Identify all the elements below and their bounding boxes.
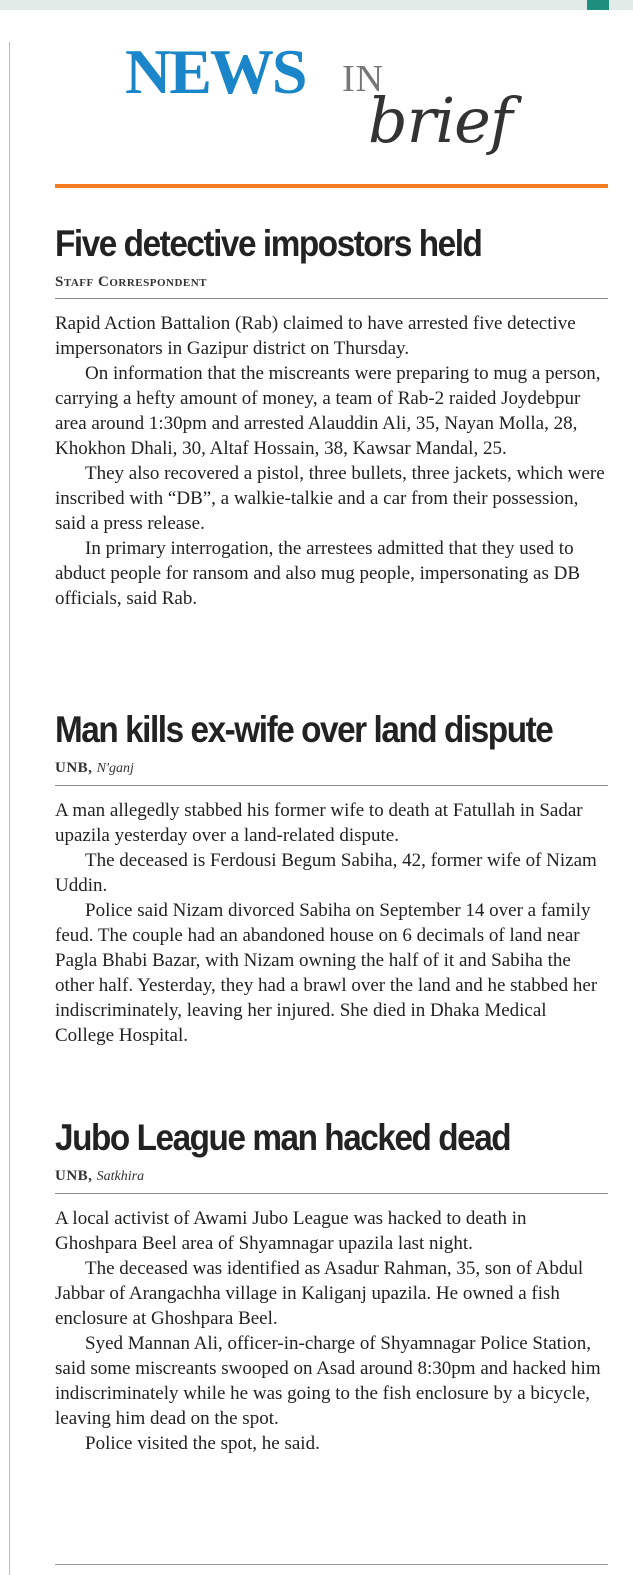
- story-paragraph: Syed Mannan Ali, officer-in-charge of Shyamnagar Police Station, said some miscreants swooped on Asad around 8:30pm and hacked him indiscriminately while he was going to the fish enclosure by a bicycle, leaving him dead on the spot.: [55, 1333, 601, 1429]
- story-headline: Jubo League man hacked dead: [55, 1117, 511, 1158]
- story-ex-wife-killed: [55, 708, 608, 1048]
- story-headline: Man kills ex-wife over land dispute: [55, 709, 553, 750]
- story-headline: Five detective impostors held: [55, 223, 482, 264]
- masthead-in: IN: [342, 58, 385, 100]
- story-byline: [55, 1166, 608, 1187]
- bottom-rule: [55, 1564, 608, 1565]
- masthead-divider: [55, 184, 608, 188]
- masthead-news: NEWS: [125, 36, 306, 107]
- byline-rule: [55, 785, 608, 786]
- byline-location: Satkhira: [96, 1169, 145, 1184]
- byline-rule: [55, 1193, 608, 1194]
- story-paragraph: Police said Nizam divorced Sabiha on September 14 over a family feud. The couple had an abandoned house on 6 decimals of land near Pagla Bhabi Bazar, with Nizam owning the half of it and Sabiha the other half. Yesterday, they had a brawl over the land and he stabbed her indiscriminately, leaving her injured. She died in Dhaka Medical College Hospital.: [55, 900, 598, 1046]
- story-paragraph: The deceased was identified as Asadur Rahman, 35, son of Abdul Jabbar of Arangachha village in Kaliganj upazila. He owned a fish enclosure at Ghoshpara Beel.: [55, 1258, 584, 1329]
- story-paragraph: A man allegedly stabbed his former wife to death at Fatullah in Sadar upazila yesterday over a land-related dispute.: [55, 800, 583, 846]
- story-paragraph: On information that the miscreants were preparing to mug a person, carrying a hefty amount of money, a team of Rab-2 raided Joydebpur area around 1:30pm and arrested Alauddin Ali, 35, Nayan Molla, 28, Khokhon Dhali, 30, Altaf Hossain, 38, Kawsar Mandal, 25.: [55, 363, 601, 459]
- byline-location: N'ganj: [96, 761, 134, 776]
- story-paragraph: They also recovered a pistol, three bullets, three jackets, which were inscribed with “DB”, a walkie-talkie and a car from their possession, said a press release.: [55, 463, 605, 534]
- story-paragraph: Rapid Action Battalion (Rab) claimed to have arrested five detective impersonators in Gazipur district on Thursday.: [55, 313, 576, 359]
- column-margin-rule: [9, 42, 10, 1575]
- story-byline: [55, 272, 608, 292]
- story-paragraph: Police visited the spot, he said.: [85, 1433, 320, 1454]
- story-paragraph: In primary interrogation, the arrestees admitted that they used to abduct people for ransom and also mug people, impersonating as DB officials, said Rab.: [55, 538, 581, 609]
- masthead-brief: brief: [368, 84, 512, 157]
- byline-author: Staff Correspondent: [55, 274, 208, 290]
- story-byline: [55, 758, 608, 779]
- story-paragraph: A local activist of Awami Jubo League was hacked to death in Ghoshpara Beel area of Shyamnagar upazila last night.: [55, 1208, 527, 1254]
- story-paragraph: The deceased is Ferdousi Begum Sabiha, 42, former wife of Nizam Uddin.: [55, 850, 597, 896]
- story-jubo-league-hacked: [55, 1116, 608, 1456]
- byline-agency: UNB,: [55, 1168, 93, 1184]
- story-detective-impostors: [55, 222, 608, 611]
- byline-agency: UNB,: [55, 760, 93, 776]
- news-in-brief-masthead: [0, 0, 633, 200]
- byline-rule: [55, 298, 608, 299]
